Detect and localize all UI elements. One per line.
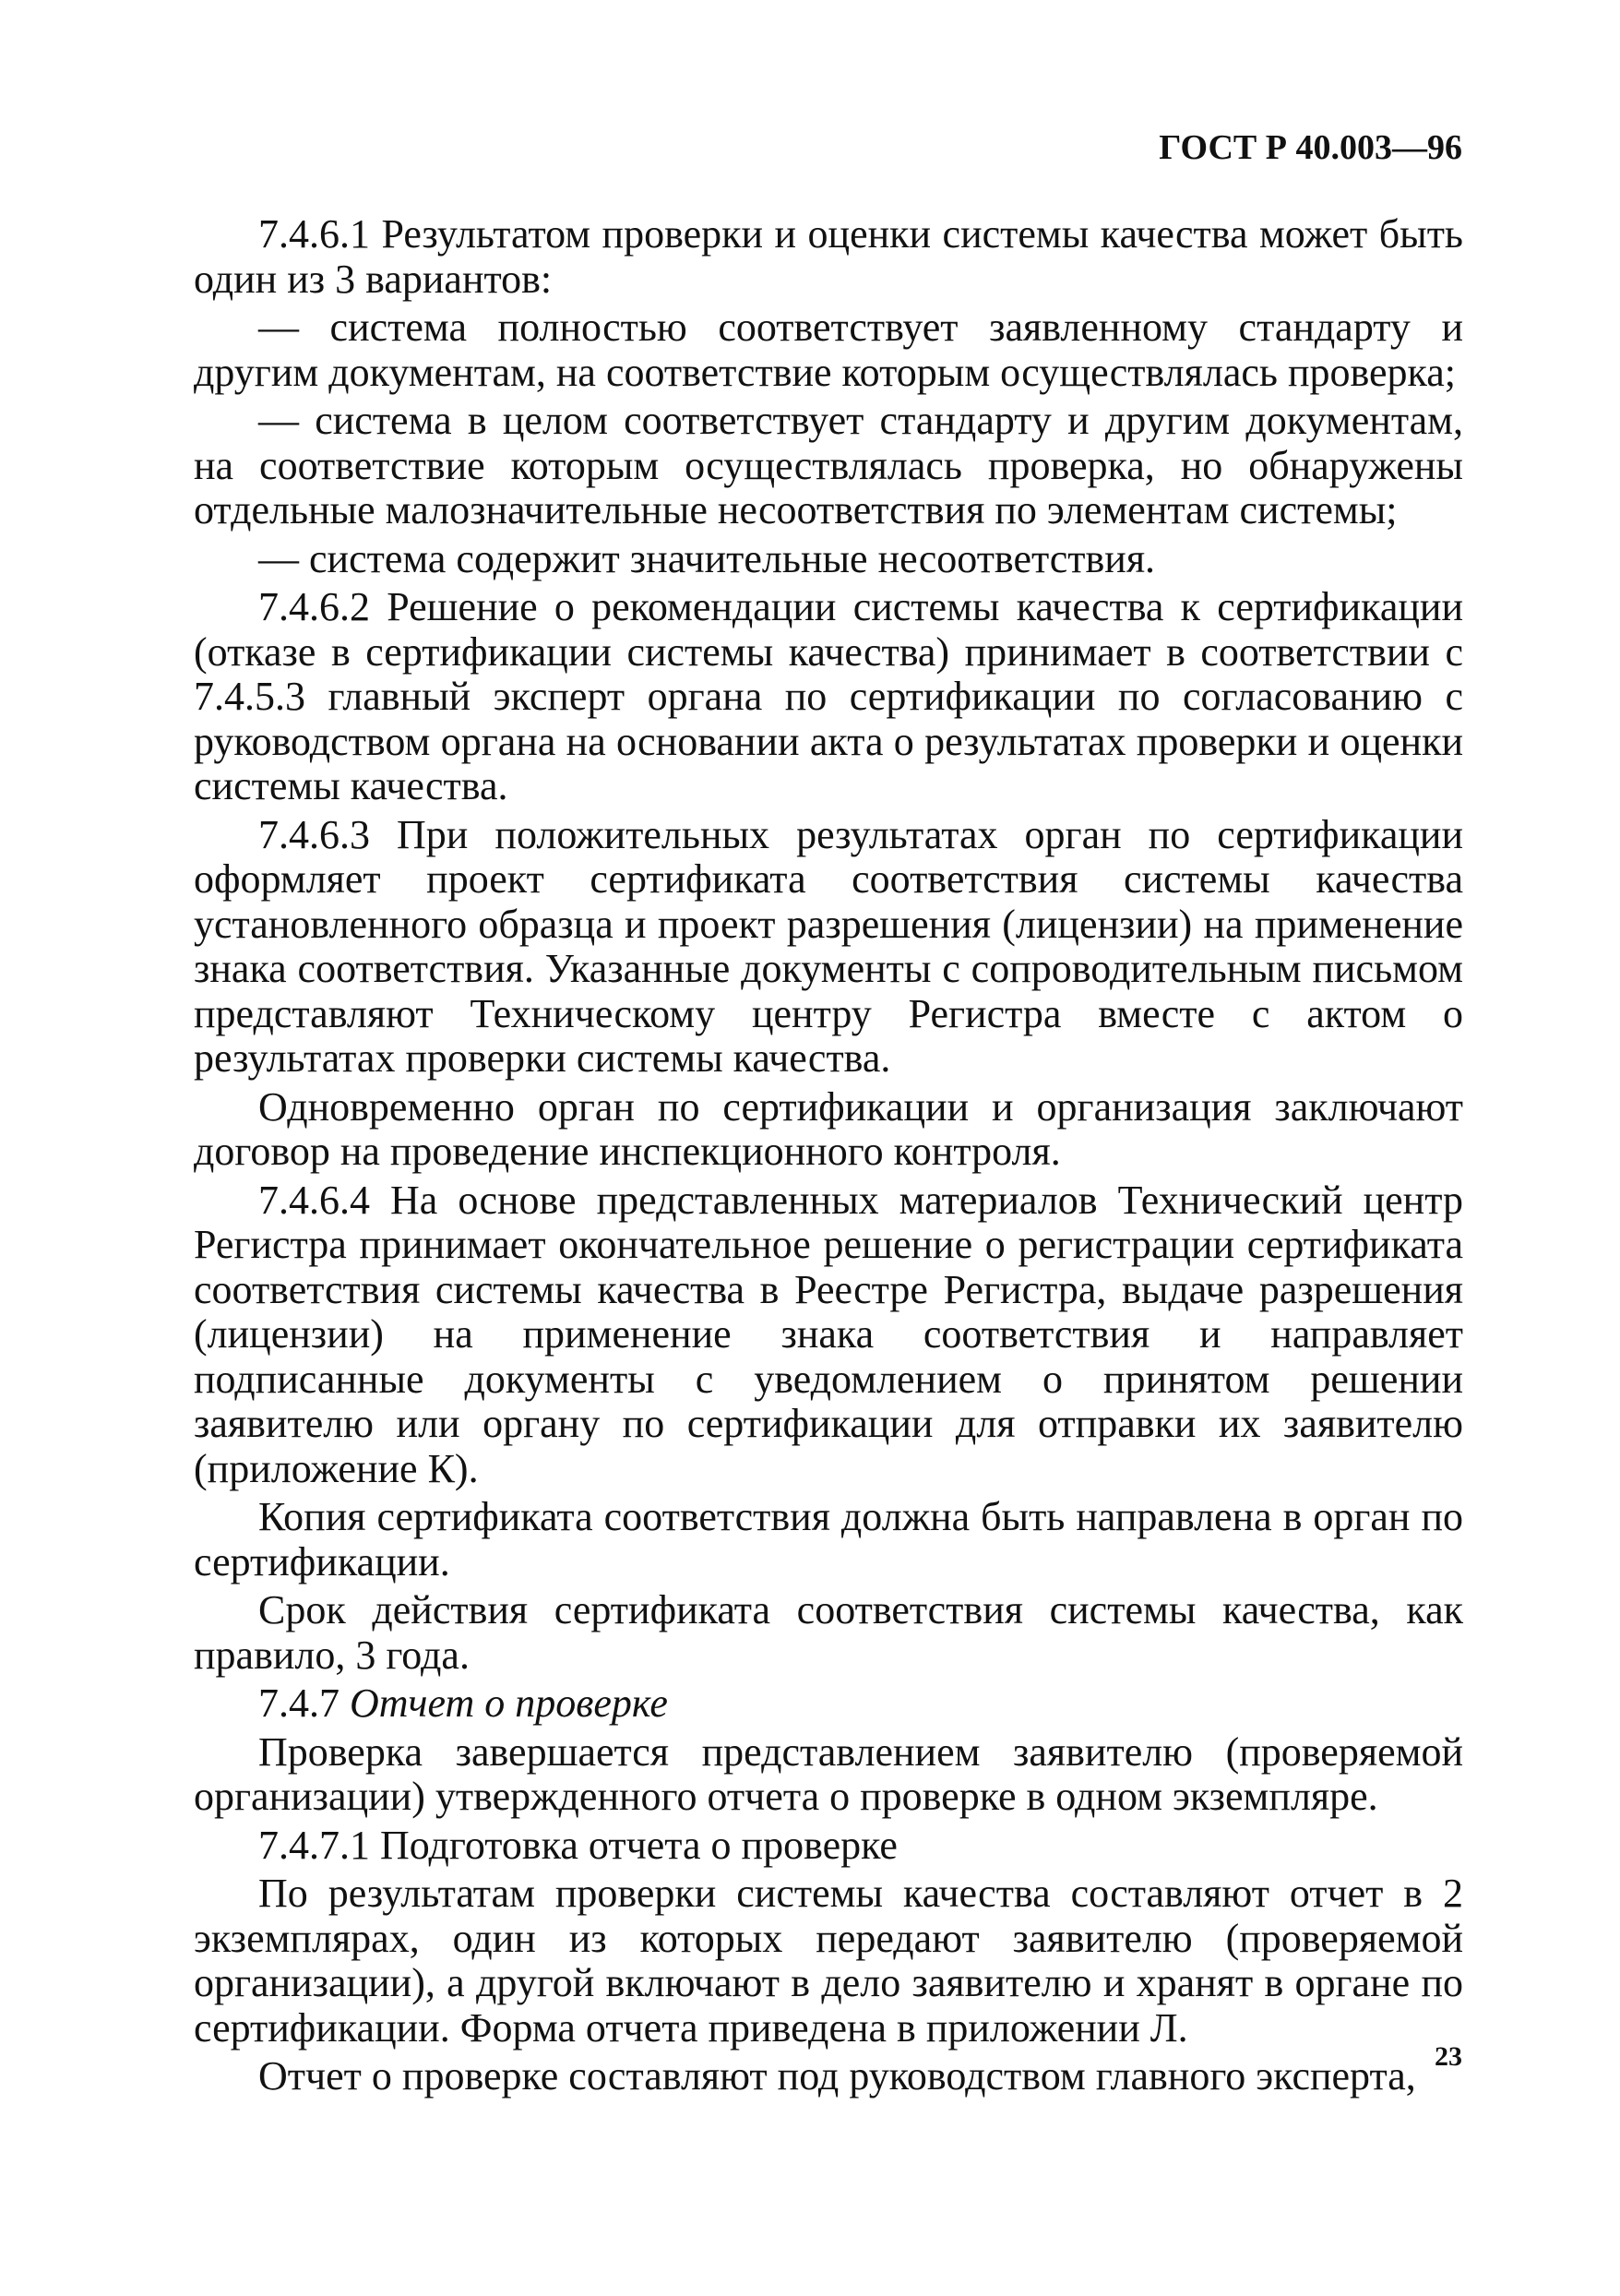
- page-number: 23: [1435, 2041, 1462, 2072]
- paragraph-inspection-completion: Проверка завершается представлением заявителю (проверяемой организации) утвержденного отчета о проверке в одном экземпляре.: [194, 1728, 1463, 1819]
- paragraph-report-preparation: Отчет о проверке составляют под руководством главного эксперта,: [258, 2053, 1416, 2099]
- section-number: 7.4.7: [258, 1680, 339, 1726]
- document-body: [194, 212, 1463, 2103]
- subsection-heading-7-4-7-1: 7.4.7.1 Подготовка отчета о проверке: [258, 1822, 898, 1868]
- paragraph-certificate-copy: Копия сертификата соответствия должна быть направлена в орган по сертификации.: [194, 1494, 1463, 1584]
- paragraph-7-4-6-2: 7.4.6.2 Решение о рекомендации системы качества к сертификации (отказе в сертификации системы качества) принимает в соответствии с 7.4.5.3 главный эксперт органа по сертификации по согласованию с руководством органа на основании акта о результатах проверки и оценки системы качества.: [194, 584, 1463, 808]
- list-item-variant-2: — система в целом соответствует стандарту и другим документам, на соответствие которым осуществлялась проверка, но обнаружены отдельные малозначительные несоответствия по элементам системы;: [194, 398, 1463, 532]
- document-header: ГОСТ Р 40.003—96: [1159, 128, 1462, 167]
- list-item-variant-1: — система полностью соответствует заявленному стандарту и другим документам, на соответствие которым осуществлялась проверка;: [194, 305, 1463, 395]
- paragraph-7-4-6-4: 7.4.6.4 На основе представленных материалов Технический центр Регистра принимает окончательное решение о регистрации сертификата соответствия системы качества в Реестре Регистра, выдаче разрешения (лицензии) на применение знака соответствия и направляет подписанные документы с уведомлением о принятом решении заявителю или органу по сертификации для отправки их заявителю (приложение К).: [194, 1177, 1463, 1491]
- paragraph-report-copies: По результатам проверки системы качества составляют отчет в 2 экземплярах, один из которых передают заявителю (проверяемой организации), а другой включают в дело заявителю и хранят в органе по сертификации. Форма отчета приведена в приложении Л.: [194, 1871, 1463, 2051]
- paragraph-7-4-6-1: 7.4.6.1 Результатом проверки и оценки системы качества может быть один из 3 вариантов:: [194, 211, 1463, 302]
- paragraph-simultaneous-contract: Одновременно орган по сертификации и организация заключают договор на проведение инспекционного контроля.: [194, 1083, 1463, 1174]
- section-heading-7-4-7: [194, 1681, 1463, 1727]
- paragraph-validity-period: Срок действия сертификата соответствия системы качества, как правило, 3 года.: [194, 1587, 1463, 1678]
- section-title: Отчет о проверке: [350, 1680, 668, 1726]
- list-item-variant-3: — система содержит значительные несоответствия.: [258, 535, 1156, 581]
- paragraph-7-4-6-3: 7.4.6.3 При положительных результатах орган по сертификации оформляет проект сертификата соответствия системы качества установленного образца и проект разрешения (лицензии) на применение знака соответствия. Указанные документы с сопроводительным письмом представляют Техническому центру Регистра вместе с актом о результатах проверки системы качества.: [194, 811, 1463, 1081]
